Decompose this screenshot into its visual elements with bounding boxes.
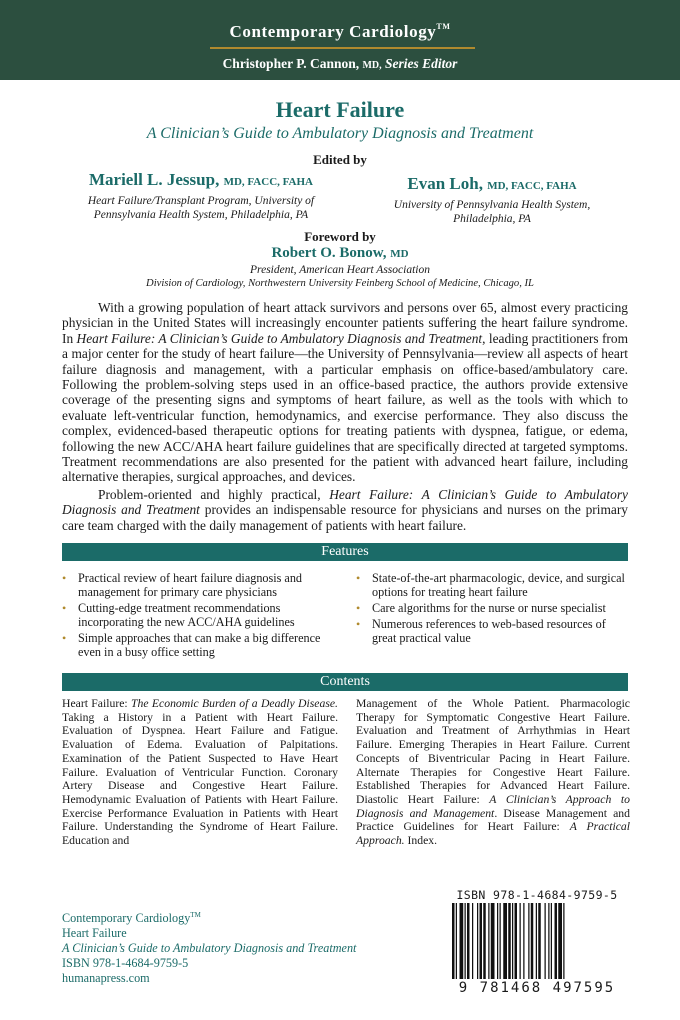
barcode-isbn-label: ISBN 978-1-4684-9759-5 — [456, 888, 618, 902]
barcode-bar — [558, 903, 562, 979]
barcode-bar — [536, 903, 537, 979]
footer-subtitle: A Clinician’s Guide to Ambulatory Diagnosis and Treatment — [62, 941, 357, 956]
editor-affiliation: Philadelphia, PA — [453, 213, 531, 225]
features-left-column — [62, 571, 342, 661]
barcode-bar — [508, 903, 511, 979]
barcode-bar — [548, 903, 549, 979]
barcode-bars — [446, 903, 628, 981]
footer-isbn: ISBN 978-1-4684-9759-5 — [62, 956, 189, 971]
feature-item: • Cutting-edge treatment recommendations incorporating the new ACC/AHA guidelines — [62, 601, 295, 629]
feature-item: • Numerous references to web-based resources of great practical value — [356, 617, 606, 645]
editor-credentials: MD, FACC, FAHA — [223, 176, 313, 188]
barcode-bar — [472, 903, 473, 979]
editor-affiliation: Pennsylvania Health System, Philadelphia, PA — [93, 209, 309, 221]
barcode-bar — [488, 903, 489, 979]
barcode-bar — [523, 903, 524, 979]
series-editor: Christopher P. Cannon, MD, Series Editor — [222, 56, 458, 71]
book-subtitle: A Clinician’s Guide to Ambulatory Diagnosis and Treatment — [146, 125, 534, 142]
edited-by-label: Edited by — [313, 152, 367, 167]
contents-right-column: Management of the Whole Patient. Pharmacologic Therapy for Symptomatic Congestive Heart Failure. Evaluation and Treatment of Arrhythmias in Heart Failure. Emerging Therapies in Heart Failure. Current Concepts of Biventricular Pacing in Heart Failure. Alternate Therapies for Congestive Heart Failure. Established Therapies for Advanced Heart Failure. Diastolic Heart Failure: A Clinician’s Approach to Diagnosis and Management. Disease Management and Practice Guidelines for Heart Failure: A Practical Approach. Index. — [356, 697, 631, 848]
barcode-bar — [456, 903, 457, 979]
barcode-bar — [491, 903, 495, 979]
footer-title: Heart Failure — [62, 926, 127, 941]
barcode-bar — [551, 903, 552, 979]
barcode-bar — [497, 903, 498, 979]
barcode-bar — [520, 903, 521, 979]
footer-series: Contemporary Cardiology™ — [62, 911, 201, 926]
features-heading: Features — [62, 543, 628, 561]
feature-item: • Simple approaches that can make a big difference even in a busy office setting — [62, 631, 321, 659]
barcode-bar — [531, 903, 534, 979]
foreword-label: Foreword by — [304, 229, 376, 244]
feature-item: • State-of-the-art pharmacologic, device, and surgical options for treating heart failure — [356, 571, 625, 599]
barcode-bar — [477, 903, 478, 979]
barcode-bar — [538, 903, 541, 979]
editor-affiliation: Heart Failure/Transplant Program, University of — [87, 195, 315, 207]
editor-loh — [352, 174, 632, 226]
header-divider — [210, 47, 475, 49]
footer-website[interactable]: humanapress.com — [62, 971, 150, 986]
description-paragraph: With a growing population of heart attack survivors and persons over 65, almost every practicing physician in the United States will increasingly encounter patients suffering the heart failure syndrome. In Heart Failure: A Clinician’s Guide to Ambulatory Diagnosis and Treatment, leading practitioners from a major center for the study of heart failure—the University of Pennsylvania—review all aspects of heart failure diagnosis and management, with a particular emphasis on office-based/ambulatory care. Following the problem-solving steps used in an office-based practice, the authors provide extensive coverage of the presenting signs and symptoms of heart failure, as well as the tools with which to evaluate left-ventricular function, hemodynamics, and exercise performance. They also discuss the complex, evidenced-based therapeutic options for treating patients with dyspnea, fatigue, or edema, following the new ACC/AHA heart failure guidelines that are specifically directed at targeted symptoms. Treatment recommendations are also presented for the patient with advanced heart failure, including alternative therapies, surgical approaches, and devices. — [62, 300, 628, 485]
features-right-column — [356, 571, 632, 647]
barcode-bar — [467, 903, 470, 979]
barcode-bar — [452, 903, 455, 979]
barcode-bar — [563, 903, 564, 979]
contents-left-column: Heart Failure: The Economic Burden of a Deadly Disease. Taking a History in a Patient with Heart Failure. Evaluation of Dyspnea. Heart Failure and Fatigue. Evaluation of Edema. Evaluation of Palpitations. Examination of the Patient Suspected to Have Heart Failure. Evaluation of Ventricular Function. Coronary Artery Disease and Congestive Heart Failure. Hemodynamic Evaluation of Patients with Heart Failure. Exercise Performance Evaluation in Patients with Heart Failure. Understanding the Syndrome of Heart Failure. Education and — [62, 697, 338, 848]
editor-affiliation: University of Pennsylvania Health System, — [393, 199, 591, 211]
editor-jessup — [60, 170, 342, 222]
barcode-bar — [528, 903, 529, 979]
barcode-bar — [515, 903, 518, 979]
foreword-affiliation: Division of Cardiology, Northwestern University Feinberg School of Medicine, Chicago, IL — [146, 278, 534, 289]
barcode-bar — [555, 903, 558, 979]
barcode-bar — [480, 903, 483, 979]
barcode-bar — [503, 903, 507, 979]
footer-imprint — [62, 908, 356, 986]
barcode-digits: 9 781468 497595 — [458, 980, 616, 996]
contents-heading: Contents — [62, 673, 628, 691]
feature-item: • Practical review of heart failure diagnosis and management for primary care physicians — [62, 571, 303, 599]
barcode-bar — [512, 903, 513, 979]
editor-name: Mariell L. Jessup, — [88, 170, 220, 189]
editor-name: Evan Loh, — [407, 174, 483, 193]
barcode-bar — [500, 903, 501, 979]
barcode-bar — [545, 903, 546, 979]
feature-item: • Care algorithms for the nurse or nurse specialist — [356, 601, 606, 615]
series-title: Contemporary Cardiology™ — [229, 22, 451, 41]
isbn-barcode — [446, 888, 628, 996]
barcode-bar — [460, 903, 464, 979]
barcode-bar — [483, 903, 486, 979]
barcode-bar — [465, 903, 466, 979]
foreword-author: Robert O. Bonow, MD — [271, 245, 409, 261]
book-description — [62, 300, 628, 533]
description-paragraph: Problem-oriented and highly practical, Heart Failure: A Clinician’s Guide to Ambulatory Diagnosis and Treatment provides an indispensable resource for physicians and nurses on the primary care team charged with the daily management of patients with heart failure. — [62, 486, 629, 533]
book-title: Heart Failure — [275, 97, 405, 122]
foreword-affiliation: President, American Heart Association — [250, 264, 430, 276]
editor-credentials: MD, FACC, FAHA — [487, 180, 577, 192]
